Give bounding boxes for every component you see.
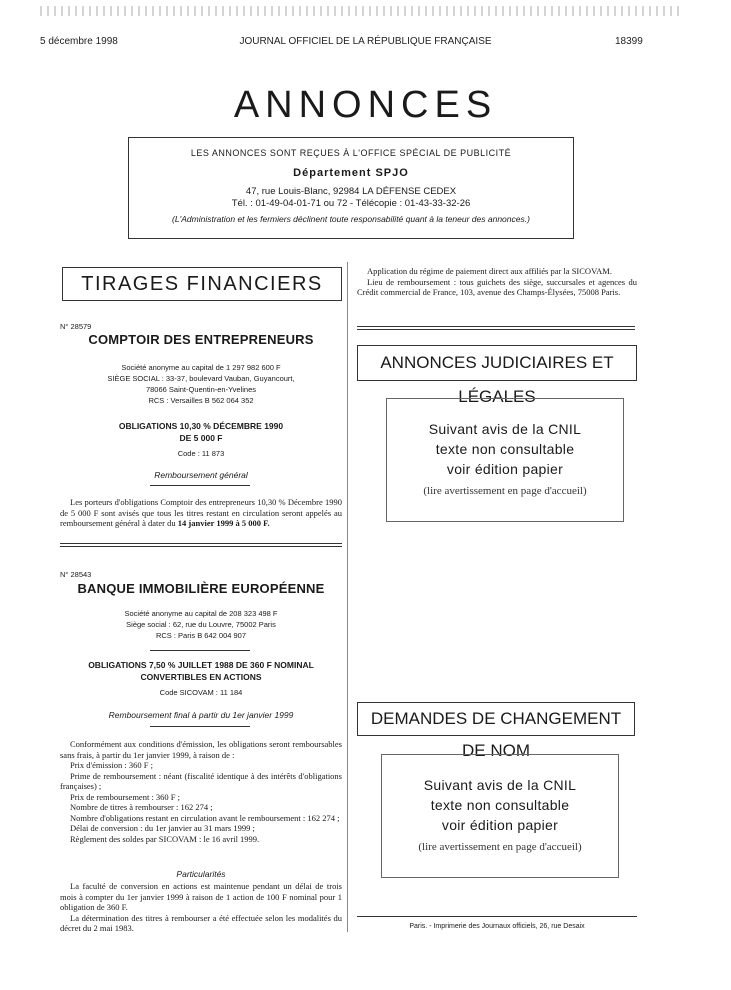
bond-code: Code SICOVAM : 11 184 (159, 688, 243, 697)
notice-address: 47, rue Louis-Blanc, 92984 LA DÉFENSE CEDEX (245, 186, 457, 197)
notice-phone: Tél. : 01-49-04-01-71 ou 72 - Télécopie : 01-43-33-32-26 (231, 198, 471, 209)
divider (150, 650, 250, 651)
notice-box (128, 137, 574, 239)
section-title-changement-nom: DEMANDES DE CHANGEMENT DE NOM (357, 702, 635, 736)
notice-line: LES ANNONCES SONT REÇUES À L'OFFICE SPÉCIAL DE PUBLICITÉ (190, 148, 512, 158)
subheading: Remboursement général (154, 470, 248, 480)
scan-noise (40, 6, 680, 16)
page-title: ANNONCES (233, 84, 498, 126)
company-info: Société anonyme au capital de 1 297 982 600 F SIÈGE SOCIAL : 33-37, boulevard Vauban, Guyancourt, 78066 Saint-Quentin-en-Yvelines RCS : Versailles B 562 064 352 (107, 363, 295, 405)
section-title-tirages: TIRAGES FINANCIERS (62, 267, 342, 301)
bond-code: Code : 11 873 (177, 449, 225, 458)
announcement-body: Conformément aux conditions d'émission, les obligations seront remboursables sans frais, à partir du 1er janvier 1999, à raison de : Prix d'émission : 360 F ; Prime de remboursement : néant (fiscalité identique à des intérêts d'obligations françaises) ; Prix de remboursement : 360 F ; Nombre de titres à rembourser : 162 274 ; Nombre d'obligations restant en circulation avant le remboursement : 162 274 ; Délai de conversion : du 1er janvier au 31 mars 1999 ; Règlement des soldes par SICOVAM : le 16 avril 1999. (60, 739, 342, 844)
company-name: BANQUE IMMOBILIÈRE EUROPÉENNE (77, 581, 325, 596)
column-divider (347, 262, 348, 932)
notice-department: Département SPJO (293, 167, 409, 179)
cnil-notice: Suivant avis de la CNIL texte non consultable voir édition papier (lire avertissement en page d'accueil) (386, 398, 624, 522)
subheading: Remboursement final à partir du 1er janvier 1999 (108, 710, 294, 720)
announcement-ref: N° 28543 (60, 570, 92, 579)
footer-rule (357, 916, 637, 917)
bond-title: OBLIGATIONS 10,30 % DÉCEMBRE 1990 DE 5 000 F (118, 421, 284, 443)
divider (150, 485, 250, 486)
company-name: COMPTOIR DES ENTREPRENEURS (88, 332, 314, 347)
section-separator (357, 326, 635, 330)
subheading: Particularités (176, 869, 226, 879)
announcement-body: Les porteurs d'obligations Comptoir des entrepreneurs 10,30 % Décembre 1990 de 5 000 F sont avisés que tous les titres restant en circulation seront appelés au remboursement général à dater du 14 janvier 1999 à 5 000 F. (60, 497, 342, 528)
divider (150, 726, 250, 727)
company-info: Société anonyme au capital de 208 323 498 F Siège social : 62, rue du Louvre, 75002 Paris RCS : Paris B 642 004 907 (124, 609, 278, 640)
header-journal: JOURNAL OFFICIEL DE LA RÉPUBLIQUE FRANÇAISE (239, 36, 492, 47)
section-title-judiciaires: ANNONCES JUDICIAIRES ET LÉGALES (357, 345, 637, 381)
announcement-continuation: Application du régime de paiement direct aux affiliés par la SICOVAM. Lieu de remboursement : tous guichets des siège, succursales et agences du Crédit commercial de France, 103, avenue des Champs-Élysées, 75008 Paris. (357, 266, 637, 297)
announcement-body: La faculté de conversion en actions est maintenue pendant un délai de trois mois à compter du 1er janvier 1999 à raison de 1 action de 100 F nominal pour 1 obligation de 360 F. La détermination des titres à rembourser a été effectuée selon les modalités du décret du 2 mai 1983. (60, 881, 342, 933)
bond-title: OBLIGATIONS 7,50 % JUILLET 1988 DE 360 F NOMINAL CONVERTIBLES EN ACTIONS (88, 660, 314, 682)
section-separator (60, 543, 342, 547)
announcement-ref: N° 28579 (60, 322, 92, 331)
header-date: 5 décembre 1998 (40, 36, 118, 47)
notice-disclaimer: (L'Administration et les fermiers déclinent toute responsabilité quant à la teneur des annonces.) (172, 214, 530, 224)
header-page-number: 18399 (615, 36, 643, 47)
printer-footer: Paris. - Imprimerie des Journaux officiels, 26, rue Desaix (409, 923, 585, 930)
cnil-notice: Suivant avis de la CNIL texte non consultable voir édition papier (lire avertissement en page d'accueil) (381, 754, 619, 878)
